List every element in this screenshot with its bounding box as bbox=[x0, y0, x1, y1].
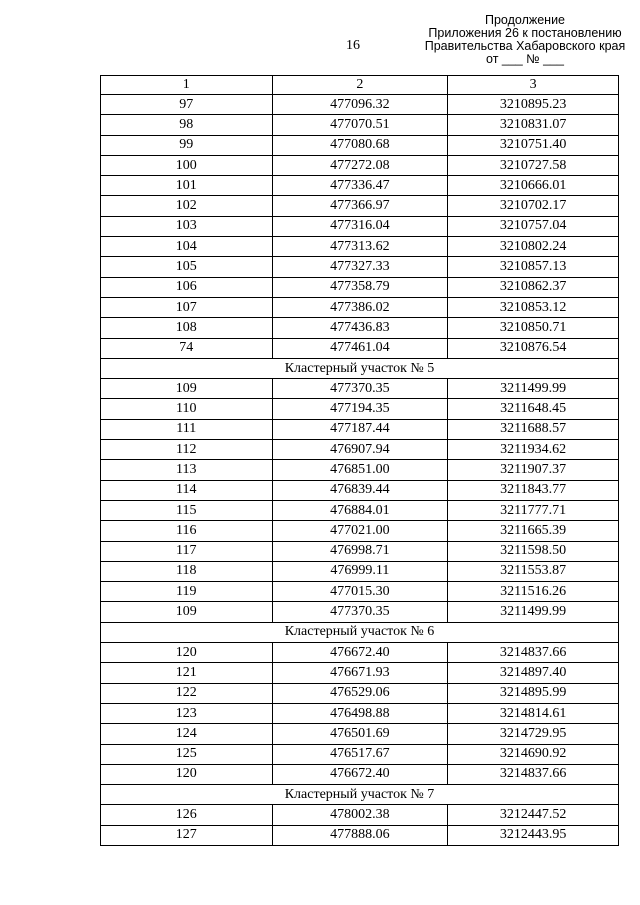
y-coordinate-cell: 3212447.52 bbox=[448, 805, 619, 825]
table-row bbox=[101, 338, 619, 358]
x-coordinate-cell: 477366.97 bbox=[272, 196, 448, 216]
point-number-cell: 118 bbox=[101, 561, 273, 581]
y-coordinate-cell: 3210857.13 bbox=[448, 257, 619, 277]
x-coordinate-cell: 477461.04 bbox=[272, 338, 448, 358]
x-coordinate-cell: 476884.01 bbox=[272, 500, 448, 520]
y-coordinate-cell: 3214690.92 bbox=[448, 744, 619, 764]
section-title: Кластерный участок № 7 bbox=[101, 785, 619, 805]
y-coordinate-cell: 3210751.40 bbox=[448, 135, 619, 155]
x-coordinate-cell: 476517.67 bbox=[272, 744, 448, 764]
header-line-2: Приложения 26 к постановлению bbox=[428, 26, 622, 40]
y-coordinate-cell: 3210853.12 bbox=[448, 297, 619, 317]
point-number-cell: 109 bbox=[101, 602, 273, 622]
x-coordinate-cell: 477272.08 bbox=[272, 155, 448, 175]
table-row bbox=[101, 643, 619, 663]
x-coordinate-cell: 476998.71 bbox=[272, 541, 448, 561]
point-number-cell: 127 bbox=[101, 825, 273, 845]
x-coordinate-cell: 476498.88 bbox=[272, 703, 448, 723]
point-number-cell: 108 bbox=[101, 318, 273, 338]
table-row bbox=[101, 602, 619, 622]
table-row bbox=[101, 196, 619, 216]
table-row bbox=[101, 440, 619, 460]
point-number-cell: 125 bbox=[101, 744, 273, 764]
table-row bbox=[101, 561, 619, 581]
table-row bbox=[101, 257, 619, 277]
table-row bbox=[101, 277, 619, 297]
y-coordinate-cell: 3211907.37 bbox=[448, 460, 619, 480]
y-coordinate-cell: 3214897.40 bbox=[448, 663, 619, 683]
x-coordinate-cell: 478002.38 bbox=[272, 805, 448, 825]
x-coordinate-cell: 476671.93 bbox=[272, 663, 448, 683]
y-coordinate-cell: 3210850.71 bbox=[448, 318, 619, 338]
x-coordinate-cell: 477194.35 bbox=[272, 399, 448, 419]
x-coordinate-cell: 477358.79 bbox=[272, 277, 448, 297]
table-row bbox=[101, 95, 619, 115]
point-number-cell: 100 bbox=[101, 155, 273, 175]
table-row bbox=[101, 155, 619, 175]
table-row bbox=[101, 663, 619, 683]
y-coordinate-cell: 3210876.54 bbox=[448, 338, 619, 358]
x-coordinate-cell: 477436.83 bbox=[272, 318, 448, 338]
y-coordinate-cell: 3210862.37 bbox=[448, 277, 619, 297]
y-coordinate-cell: 3210895.23 bbox=[448, 95, 619, 115]
x-coordinate-cell: 477327.33 bbox=[272, 257, 448, 277]
y-coordinate-cell: 3214814.61 bbox=[448, 703, 619, 723]
y-coordinate-cell: 3211843.77 bbox=[448, 480, 619, 500]
point-number-cell: 101 bbox=[101, 176, 273, 196]
table-row bbox=[101, 216, 619, 236]
table-row bbox=[101, 460, 619, 480]
y-coordinate-cell: 3210831.07 bbox=[448, 115, 619, 135]
x-coordinate-cell: 477888.06 bbox=[272, 825, 448, 845]
point-number-cell: 109 bbox=[101, 379, 273, 399]
document-header bbox=[420, 14, 630, 66]
point-number-cell: 98 bbox=[101, 115, 273, 135]
x-coordinate-cell: 476529.06 bbox=[272, 683, 448, 703]
point-number-cell: 114 bbox=[101, 480, 273, 500]
y-coordinate-cell: 3211499.99 bbox=[448, 602, 619, 622]
y-coordinate-cell: 3210802.24 bbox=[448, 237, 619, 257]
y-coordinate-cell: 3210727.58 bbox=[448, 155, 619, 175]
page-number: 16 bbox=[346, 38, 360, 53]
y-coordinate-cell: 3211665.39 bbox=[448, 521, 619, 541]
section-title-row bbox=[101, 785, 619, 805]
table-row bbox=[101, 419, 619, 439]
section-title: Кластерный участок № 5 bbox=[101, 358, 619, 378]
table-row bbox=[101, 379, 619, 399]
coordinates-table bbox=[100, 75, 619, 846]
point-number-cell: 120 bbox=[101, 643, 273, 663]
table-row bbox=[101, 521, 619, 541]
point-number-cell: 103 bbox=[101, 216, 273, 236]
point-number-cell: 120 bbox=[101, 764, 273, 784]
table-row bbox=[101, 480, 619, 500]
x-coordinate-cell: 476672.40 bbox=[272, 764, 448, 784]
y-coordinate-cell: 3210702.17 bbox=[448, 196, 619, 216]
point-number-cell: 124 bbox=[101, 724, 273, 744]
point-number-cell: 102 bbox=[101, 196, 273, 216]
table-row bbox=[101, 115, 619, 135]
table-row bbox=[101, 399, 619, 419]
point-number-cell: 122 bbox=[101, 683, 273, 703]
x-coordinate-cell: 476851.00 bbox=[272, 460, 448, 480]
y-coordinate-cell: 3214837.66 bbox=[448, 643, 619, 663]
point-number-cell: 111 bbox=[101, 419, 273, 439]
y-coordinate-cell: 3212443.95 bbox=[448, 825, 619, 845]
coordinates-table-body bbox=[101, 76, 619, 846]
column-header: 2 bbox=[272, 76, 448, 95]
table-row bbox=[101, 500, 619, 520]
x-coordinate-cell: 477370.35 bbox=[272, 602, 448, 622]
y-coordinate-cell: 3210757.04 bbox=[448, 216, 619, 236]
point-number-cell: 107 bbox=[101, 297, 273, 317]
column-header: 1 bbox=[101, 76, 273, 95]
y-coordinate-cell: 3214837.66 bbox=[448, 764, 619, 784]
point-number-cell: 97 bbox=[101, 95, 273, 115]
x-coordinate-cell: 477370.35 bbox=[272, 379, 448, 399]
table-row bbox=[101, 724, 619, 744]
point-number-cell: 104 bbox=[101, 237, 273, 257]
point-number-cell: 116 bbox=[101, 521, 273, 541]
point-number-cell: 99 bbox=[101, 135, 273, 155]
section-title-row bbox=[101, 622, 619, 642]
x-coordinate-cell: 476907.94 bbox=[272, 440, 448, 460]
x-coordinate-cell: 477070.51 bbox=[272, 115, 448, 135]
point-number-cell: 74 bbox=[101, 338, 273, 358]
table-row bbox=[101, 135, 619, 155]
y-coordinate-cell: 3211777.71 bbox=[448, 500, 619, 520]
header-line-1: Продолжение bbox=[484, 13, 566, 27]
y-coordinate-cell: 3211934.62 bbox=[448, 440, 619, 460]
table-row bbox=[101, 582, 619, 602]
table-row bbox=[101, 318, 619, 338]
x-coordinate-cell: 477015.30 bbox=[272, 582, 448, 602]
y-coordinate-cell: 3214895.99 bbox=[448, 683, 619, 703]
point-number-cell: 113 bbox=[101, 460, 273, 480]
x-coordinate-cell: 476672.40 bbox=[272, 643, 448, 663]
table-header-row bbox=[101, 76, 619, 95]
x-coordinate-cell: 477313.62 bbox=[272, 237, 448, 257]
column-header: 3 bbox=[448, 76, 619, 95]
point-number-cell: 117 bbox=[101, 541, 273, 561]
y-coordinate-cell: 3210666.01 bbox=[448, 176, 619, 196]
y-coordinate-cell: 3211598.50 bbox=[448, 541, 619, 561]
table-row bbox=[101, 683, 619, 703]
table-row bbox=[101, 764, 619, 784]
y-coordinate-cell: 3211499.99 bbox=[448, 379, 619, 399]
y-coordinate-cell: 3211553.87 bbox=[448, 561, 619, 581]
x-coordinate-cell: 477336.47 bbox=[272, 176, 448, 196]
point-number-cell: 121 bbox=[101, 663, 273, 683]
point-number-cell: 110 bbox=[101, 399, 273, 419]
section-title: Кластерный участок № 6 bbox=[101, 622, 619, 642]
point-number-cell: 105 bbox=[101, 257, 273, 277]
point-number-cell: 119 bbox=[101, 582, 273, 602]
table-row bbox=[101, 825, 619, 845]
table-row bbox=[101, 805, 619, 825]
point-number-cell: 115 bbox=[101, 500, 273, 520]
point-number-cell: 123 bbox=[101, 703, 273, 723]
point-number-cell: 112 bbox=[101, 440, 273, 460]
header-line-3: Правительства Хабаровского края bbox=[424, 39, 626, 53]
table-row bbox=[101, 744, 619, 764]
x-coordinate-cell: 476501.69 bbox=[272, 724, 448, 744]
y-coordinate-cell: 3211516.26 bbox=[448, 582, 619, 602]
x-coordinate-cell: 477187.44 bbox=[272, 419, 448, 439]
y-coordinate-cell: 3211688.57 bbox=[448, 419, 619, 439]
table-row bbox=[101, 703, 619, 723]
x-coordinate-cell: 476839.44 bbox=[272, 480, 448, 500]
point-number-cell: 126 bbox=[101, 805, 273, 825]
table-row bbox=[101, 237, 619, 257]
x-coordinate-cell: 477316.04 bbox=[272, 216, 448, 236]
x-coordinate-cell: 476999.11 bbox=[272, 561, 448, 581]
x-coordinate-cell: 477080.68 bbox=[272, 135, 448, 155]
x-coordinate-cell: 477096.32 bbox=[272, 95, 448, 115]
section-title-row bbox=[101, 358, 619, 378]
table-row bbox=[101, 541, 619, 561]
y-coordinate-cell: 3211648.45 bbox=[448, 399, 619, 419]
table-row bbox=[101, 297, 619, 317]
x-coordinate-cell: 477386.02 bbox=[272, 297, 448, 317]
point-number-cell: 106 bbox=[101, 277, 273, 297]
y-coordinate-cell: 3214729.95 bbox=[448, 724, 619, 744]
header-line-4: от ___ № ___ bbox=[486, 52, 564, 66]
x-coordinate-cell: 477021.00 bbox=[272, 521, 448, 541]
table-row bbox=[101, 176, 619, 196]
